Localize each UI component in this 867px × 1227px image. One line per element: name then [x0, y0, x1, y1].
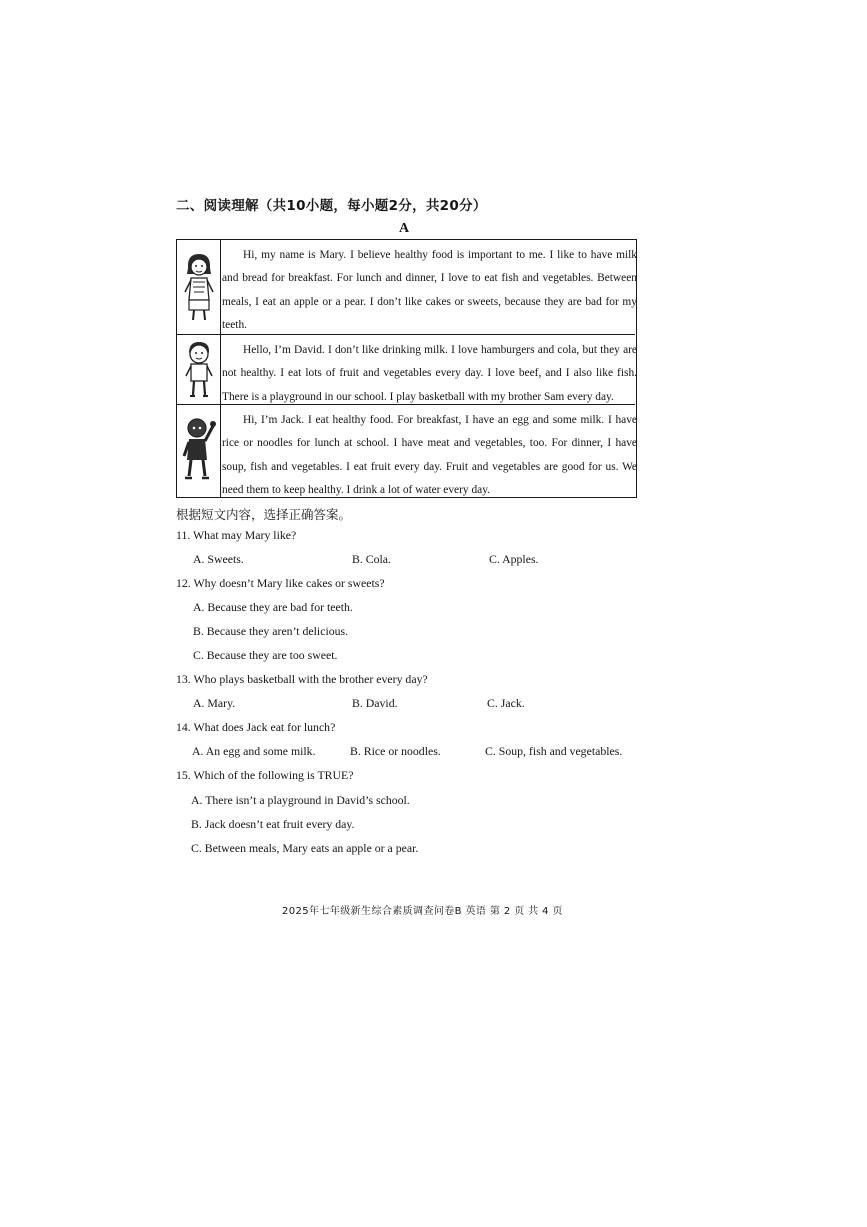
boy-portrait-icon: [183, 341, 215, 399]
question-option[interactable]: A. There isn’t a playground in David’s school.: [191, 793, 410, 807]
question-stem: 13. Who plays basketball with the brother every day?: [176, 672, 428, 686]
question-option[interactable]: B. Jack doesn’t eat fruit every day.: [191, 817, 355, 831]
passage-text-jack: Hi, I’m Jack. I eat healthy food. For breakfast, I have an egg and some milk. I have rice or noodles for lunch at school. I have meat and vegetables, too. For dinner, I have soup, fish and vegetables. I eat fruit every day. Fruit and vegetables are good for us. We need them to keep healthy. I drink a lot of water every day.: [222, 414, 637, 496]
portrait-cell: [177, 240, 221, 334]
question-option[interactable]: C. Jack.: [487, 696, 525, 710]
passage-row-jack: [177, 405, 635, 497]
question-option[interactable]: C. Because they are too sweet.: [193, 648, 338, 662]
question-option[interactable]: A. Sweets.: [193, 552, 244, 566]
passage-table: [176, 239, 637, 498]
instruction: 根据短文内容，选择正确答案。: [176, 507, 352, 522]
question-option[interactable]: A. An egg and some milk.: [192, 744, 316, 758]
passage-label: A: [399, 221, 410, 236]
page-footer: 2025年七年级新生综合素质调查问卷B 英语 第 2 页 共 4 页: [282, 906, 563, 917]
question-option[interactable]: C. Between meals, Mary eats an apple or a pear.: [191, 841, 419, 855]
passage-text-david: Hello, I’m David. I don’t like drinking milk. I love hamburgers and cola, but they are not healthy. I eat lots of fruit and vegetables every day. I love beef, and I also like fish. There is a playground in our school. I play basketball with my brother Sam every day.: [222, 344, 637, 403]
question-stem: 14. What does Jack eat for lunch?: [176, 720, 336, 734]
section-title: 二、阅读理解（共10小题，每小题2分，共20分）: [176, 198, 487, 214]
question-option[interactable]: C. Soup, fish and vegetables.: [485, 744, 623, 758]
question-option[interactable]: B. Because they aren’t delicious.: [193, 624, 349, 638]
passage-text-mary: Hi, my name is Mary. I believe healthy food is important to me. I like to have milk and bread for breakfast. For lunch and dinner, I love to eat fish and vegetables. Between meals, I eat an apple or a pear. I don’t like cakes or sweets, because they are bad for my teeth.: [222, 249, 637, 331]
girl-portrait-icon: [182, 252, 216, 322]
passage-row-mary: [177, 240, 635, 335]
question-option[interactable]: A. Mary.: [193, 696, 236, 710]
question-stem: 15. Which of the following is TRUE?: [176, 768, 354, 782]
question-option[interactable]: A. Because they are bad for teeth.: [193, 600, 353, 614]
question-stem: 12. Why doesn’t Mary like cakes or sweets?: [176, 576, 385, 590]
waving-boy-portrait-icon: [181, 416, 217, 486]
portrait-cell: [177, 335, 221, 404]
passage-row-david: [177, 335, 635, 405]
question-option[interactable]: B. David.: [352, 696, 398, 710]
question-option[interactable]: C. Apples.: [489, 552, 539, 566]
portrait-cell: [177, 405, 221, 497]
question-stem: 11. What may Mary like?: [176, 528, 297, 542]
question-option[interactable]: B. Rice or noodles.: [350, 744, 441, 758]
question-option[interactable]: B. Cola.: [352, 552, 391, 566]
